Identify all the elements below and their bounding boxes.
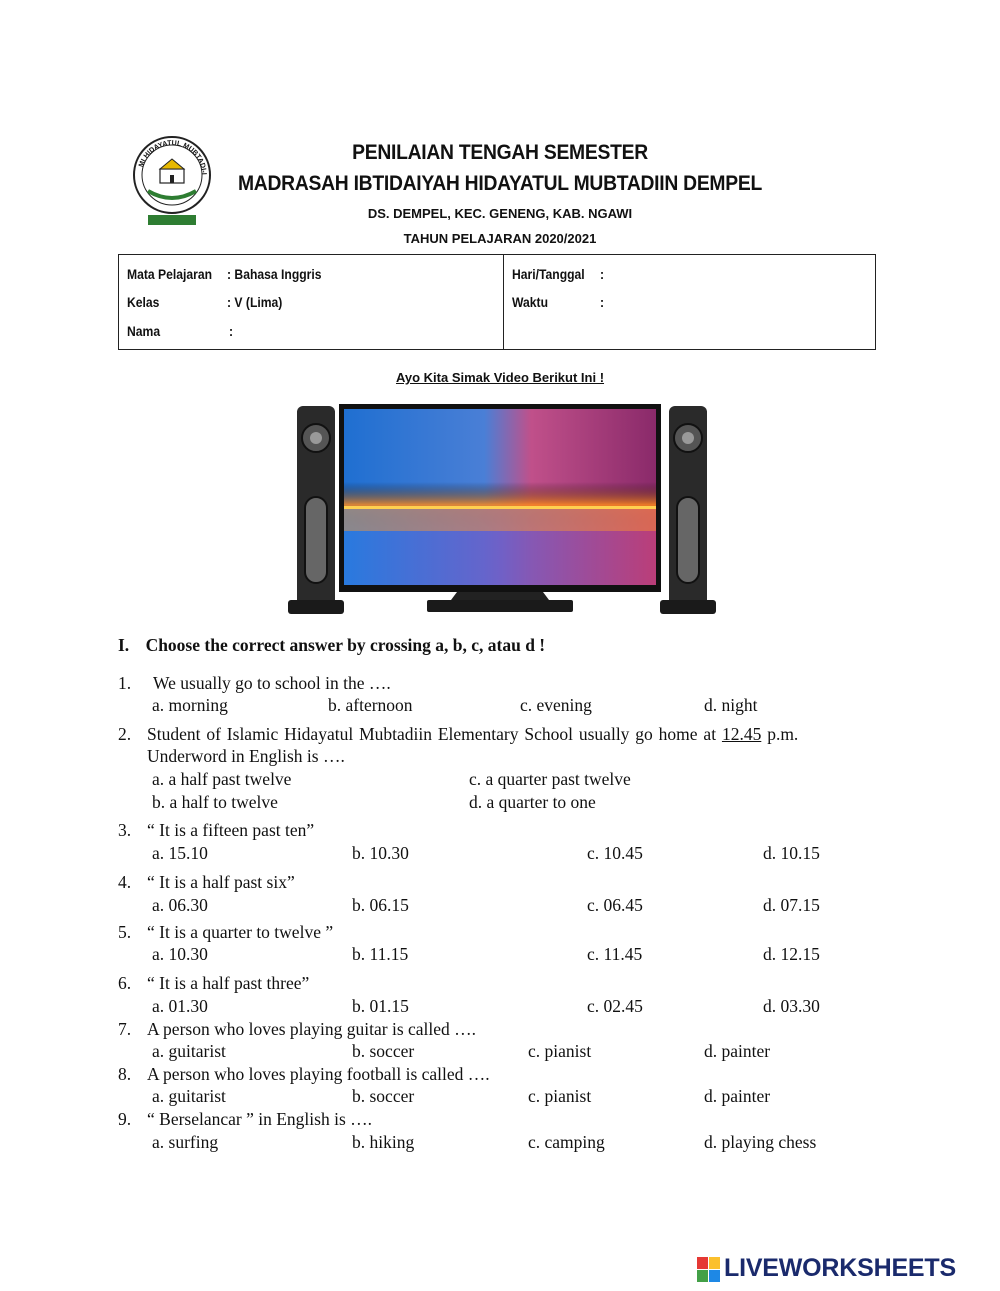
class-label: Kelas bbox=[127, 295, 160, 310]
question-number: 9. bbox=[118, 1109, 132, 1129]
question-number: 8. bbox=[118, 1064, 132, 1084]
option-a[interactable]: a. 10.30 bbox=[152, 944, 208, 964]
option-b[interactable]: b. 10.30 bbox=[352, 843, 409, 863]
question-number: 6. bbox=[118, 973, 132, 993]
option-a[interactable]: a. 15.10 bbox=[152, 843, 208, 863]
question-number: 7. bbox=[118, 1019, 132, 1039]
section-numeral: I. bbox=[118, 635, 130, 655]
question-text: A person who loves playing guitar is called …. bbox=[147, 1019, 477, 1039]
option-b[interactable]: b. soccer bbox=[352, 1086, 415, 1106]
option-b[interactable]: b. a half to twelve bbox=[152, 792, 278, 812]
question-number: 5. bbox=[118, 922, 132, 942]
time-label: Waktu bbox=[512, 295, 548, 310]
option-b[interactable]: b. 11.15 bbox=[352, 944, 409, 964]
date-field[interactable]: : bbox=[600, 267, 605, 282]
school-name: MADRASAH IBTIDAIYAH HIDAYATUL MUBTADIIN DEMPEL bbox=[237, 172, 762, 195]
option-c[interactable]: c. evening bbox=[520, 695, 592, 715]
option-a[interactable]: a. morning bbox=[152, 695, 228, 715]
question-text: “ It is a quarter to twelve ” bbox=[147, 922, 334, 942]
option-c[interactable]: c. 10.45 bbox=[587, 843, 643, 863]
option-b[interactable]: b. 01.15 bbox=[352, 996, 409, 1016]
subject-value: : Bahasa Inggris bbox=[227, 267, 322, 282]
option-c[interactable]: c. 11.45 bbox=[587, 944, 643, 964]
question-text: “ It is a fifteen past ten” bbox=[147, 820, 315, 840]
question-text: “ It is a half past three” bbox=[147, 973, 310, 993]
option-c[interactable]: c. pianist bbox=[528, 1086, 592, 1106]
video-player[interactable] bbox=[287, 402, 717, 620]
date-label: Hari/Tanggal bbox=[512, 267, 585, 282]
option-a[interactable]: a. guitarist bbox=[152, 1041, 226, 1061]
option-b[interactable]: b. afternoon bbox=[328, 695, 413, 715]
instruction-text: Choose the correct answer by crossing a, b, c, atau d ! bbox=[145, 635, 546, 655]
option-b[interactable]: b. 06.15 bbox=[352, 895, 409, 915]
svg-text:MI HIDAYATUL MUBTADI-IN DEMPEL: MI HIDAYATUL MUBTADI-I bbox=[138, 139, 208, 175]
option-a[interactable]: a. surfing bbox=[152, 1132, 219, 1152]
underlined-time: 12.45 bbox=[721, 724, 762, 744]
liveworksheets-badge-icon bbox=[697, 1257, 721, 1283]
name-field[interactable]: : bbox=[229, 324, 234, 339]
exam-title: PENILAIAN TENGAH SEMESTER bbox=[352, 141, 648, 164]
question-text: “ Berselancar ” in English is …. bbox=[147, 1109, 373, 1129]
question-number: 3. bbox=[118, 820, 132, 840]
option-b[interactable]: b. soccer bbox=[352, 1041, 415, 1061]
option-d[interactable]: d. night bbox=[704, 695, 758, 715]
academic-year: TAHUN PELAJARAN 2020/2021 bbox=[403, 231, 597, 246]
option-d[interactable]: d. 07.15 bbox=[763, 895, 820, 915]
option-a[interactable]: a. guitarist bbox=[152, 1086, 226, 1106]
question-text: Student of Islamic Hidayatul Mubtadiin Elementary School usually go home at 12.45 p.m. bbox=[147, 724, 799, 744]
question-text: A person who loves playing football is called …. bbox=[147, 1064, 490, 1084]
video-caption: Ayo Kita Simak Video Berikut Ini ! bbox=[395, 370, 605, 385]
subject-label: Mata Pelajaran bbox=[127, 267, 213, 282]
option-d[interactable]: d. 10.15 bbox=[763, 843, 820, 863]
option-a[interactable]: a. 01.30 bbox=[152, 996, 208, 1016]
option-c[interactable]: c. 02.45 bbox=[587, 996, 643, 1016]
option-c[interactable]: c. a quarter past twelve bbox=[469, 769, 631, 789]
class-value: : V (Lima) bbox=[227, 295, 283, 310]
option-a[interactable]: a. a half past twelve bbox=[152, 769, 292, 789]
option-c[interactable]: c. pianist bbox=[528, 1041, 592, 1061]
school-address: DS. DEMPEL, KEC. GENENG, KAB. NGAWI bbox=[367, 206, 633, 221]
option-d[interactable]: d. 12.15 bbox=[763, 944, 820, 964]
time-field[interactable]: : bbox=[600, 295, 605, 310]
name-label: Nama bbox=[127, 324, 161, 339]
option-c[interactable]: c. 06.45 bbox=[587, 895, 643, 915]
question-text-line2: Underword in English is …. bbox=[147, 746, 345, 766]
school-logo bbox=[130, 135, 214, 231]
info-box-divider bbox=[503, 255, 504, 349]
option-d[interactable]: d. painter bbox=[704, 1041, 771, 1061]
option-a[interactable]: a. 06.30 bbox=[152, 895, 208, 915]
section-instruction bbox=[118, 635, 545, 656]
question-number: 2. bbox=[118, 724, 132, 744]
question-text: “ It is a half past six” bbox=[147, 872, 295, 892]
option-d[interactable]: d. painter bbox=[704, 1086, 771, 1106]
option-d[interactable]: d. a quarter to one bbox=[469, 792, 596, 812]
option-b[interactable]: b. hiking bbox=[352, 1132, 415, 1152]
option-c[interactable]: c. camping bbox=[528, 1132, 605, 1152]
liveworksheets-watermark: LIVEWORKSHEETS bbox=[724, 1254, 956, 1282]
option-d[interactable]: d. playing chess bbox=[704, 1132, 817, 1152]
question-number: 4. bbox=[118, 872, 132, 892]
student-info-box bbox=[118, 254, 876, 350]
question-number: 1. bbox=[118, 673, 132, 693]
question-text: We usually go to school in the …. bbox=[153, 673, 391, 693]
option-d[interactable]: d. 03.30 bbox=[763, 996, 820, 1016]
